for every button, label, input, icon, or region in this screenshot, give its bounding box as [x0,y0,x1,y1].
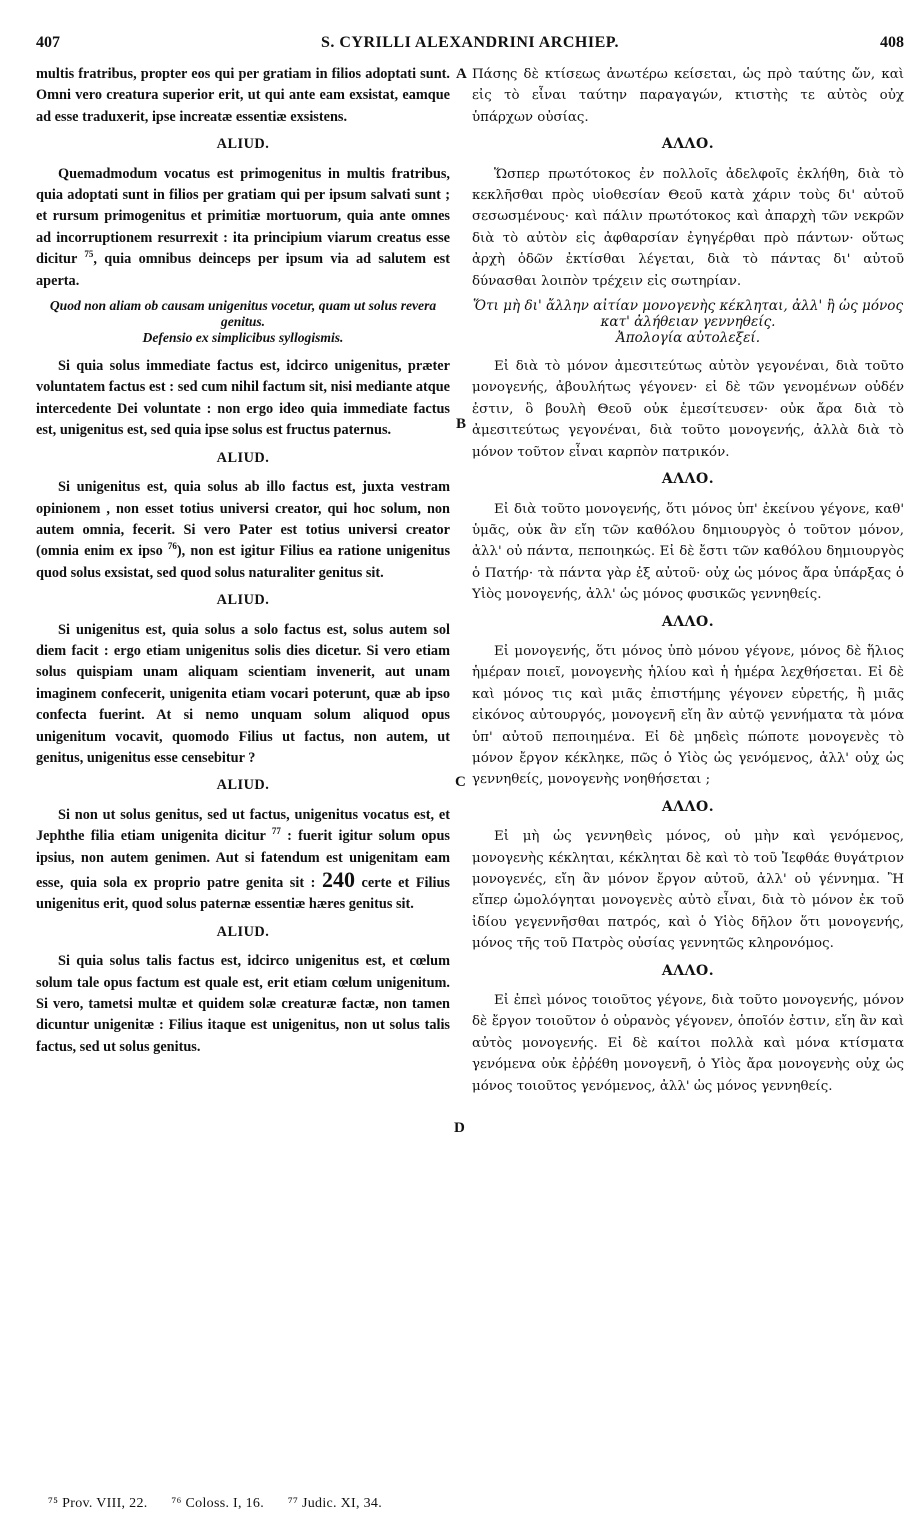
section-letter-d: D [454,1120,465,1136]
latin-paragraph: Si unigenitus est, quia solus ab illo factus est, juxta vestram opinionem , non esset totius universi creator, qui hoc solum, non autem omnia, fecerit. Si vero Pater est totius universi creator (omnia enim ex ipso $^{76}$), non est igitur Filius ea ratione unigenitus quod solus exsistat, sed quod solus naturaliter genitus sit. [36,479,451,581]
latin-paragraph: multis fratribus, propter eos qui per gratiam in filios adoptati sunt. Omni vero creatura superior erit, ut qui ante eam exsistat, eamque ad esse traduxerit, ipse increatæ essentiæ exsistens. [36,66,450,125]
latin-paragraph: Si non ut solus genitus, sed ut factus, unigenitus vocatus est, et Jephthe filia etiam unigenita dicitur $^{77}$ : fuerit igitur solum opus ipsius, non autem genimen. Aut si fatendum est unigenitam eam esse, quia sola ex proprio patre genita sit : 240 certe et Filius unigenitus erit, quod solus paternæ essentiæ hæres genitus sit. [36,806,450,913]
footnote: ⁷⁶ Coloss. I, 16. [171,1496,265,1511]
greek-heading: ΑΛΛΟ. [661,798,715,815]
greek-paragraph: Εἰ διὰ τοῦτο μονογενής, ὅτι μόνος ὑπ' ἐκείνου γέγονε, καθ' ὑμᾶς, οὐκ ἂν εἴη τῶν καθόλου δημιουργὸς ὁ τοῦτον μόνον, ἀλλ' οὐ πάντα, πεποιηκώς. Εἰ δὲ ἔστι τῶν καθόλου δημιουργὸς ὁ Πατήρ· τὰ πάντα γὰρ ἐξ αὐτοῦ· οὐχ ὡς μόνος ἄρα ὑπάρξας ὁ Υἱὸς μονογενής, ἀλλ' ὡς μόνος φυσικῶς γεννηθείς. [472,501,904,603]
page-number-right: 408 [880,34,904,51]
latin-heading: ALIUD. [216,592,270,609]
footnote-ref: 77 [271,826,281,837]
section-letter-c: C [455,774,466,790]
greek-paragraph: Εἰ μὴ ὡς γεννηθεὶς μόνος, οὐ μὴν καὶ γενόμενος, μονογενὴς κέκληται, κέκληται δὲ καὶ τὸ τοῦ Ἰεφθάε θυγάτριον μονογενές, εἴη ἂν μόνον ἔργον αὐτοῦ, ἀλλ' οὐ γέννημα. Ἢ εἴπερ ὡμολόγηται μονογενὲς αὐτὸ εἶναι, διὰ τὸ μόνον ἐκ τοῦ ἰδίου γεγεννῆσθαι πατρός, καὶ ὁ Υἱὸς δῆλον ὅτι μονογενής, μόνος τῆς τοῦ Πατρὸς οὐσίας γεννητῶς κληρονόμος. [472,829,904,952]
greek-heading: ΑΛΛΟ. [661,613,715,630]
footnote-ref: 75 [84,249,94,260]
latin-heading: ALIUD. [216,777,270,794]
latin-heading: ALIUD. [216,136,270,153]
section-letter-a: A [456,66,467,82]
footnote: ⁷⁷ Judic. XI, 34. [287,1496,383,1511]
greek-heading: ΑΛΛΟ. [661,962,715,979]
latin-paragraph: Quemadmodum vocatus est primogenitus in multis fratribus, quia adoptati sunt in filios per gratiam qui per ipsum salvati sunt ; et rursum primogenitus et primitiæ mortuorum, quia ante omnes ad incorruptionem resurrexit : ita principium viarum creatus esse dicitur $^{75}$, quia omnibus deinceps per ipsum via ad salutem est aperta. [36,165,451,289]
latin-paragraph: Si quia solus immediate factus est, idcirco unigenitus, præter voluntatem factus est : sed cum nihil factum sit, nisi mediante atque intercedente Dei voluntate : non ergo ideo quia immediate factus est, unigenitus est, sed quia ipse solus est fructus paternus. [36,358,450,439]
greek-paragraph: Ὥσπερ πρωτότοκος ἐν πολλοῖς ἀδελφοῖς ἐκλήθη, διὰ τὸ κεκλῆσθαι πρὸς υἱοθεσίαν Θεοῦ κατὰ χάριν τοὺς δι' αὐτοῦ σεσωσμένους· καὶ πάλιν πρωτότοκος καὶ ἀπαρχὴ τῶν νεκρῶν διὰ τὸ αὐτὸν εἰς ἀφθαρσίαν ἐγηγέρθαι πρὸ πάντων· οὕτως ἀρχὴ ὁδῶν ἐκτίσθαι λέγεται, διὰ τὸ πάντας δι' αὐτοῦ δύνασθαι λοιπὸν τρέχειν εἰς σωτηρίαν. [472,166,904,289]
footnotes [48,1496,402,1512]
latin-paragraph: Si unigenitus est, quia solus a solo factus est, solus autem sol diem facit : ergo etiam unigenitus solis dies dicetur. Si vero etiam solus quispiam unam aliquam scientiam invenerit, aut unam imaginem confecerit, unigenita etiam vocari poterunt, quæ ab ipso confecta fuerint. At si nemo unquam solum aliquod opus unigenitum vocavit, quomodo Filius ut factus, non autem, ut genitus, unigenitus esse censebitur ? [36,621,450,766]
greek-caption: Ὅτι μὴ δι' ἄλλην αἰτίαν μονογενὴς κέκληται, ἀλλ' ἢ ὡς μόνος κατ' ἀλήθειαν γεννηθείς. Ἀπολογία αὐτολεξεί. [472,298,904,347]
page-number-left: 407 [36,34,60,51]
latin-caption: Quod non aliam ob causam unigenitus vocetur, quam ut solus revera genitus. Defensio ex simplicibus syllogismis. [49,298,437,346]
section-letter-b: B [456,416,467,432]
greek-paragraph: Πάσης δὲ κτίσεως ἀνωτέρω κείσεται, ὡς πρὸ ταύτης ὤν, καὶ εἰς τὸ εἶναι ταύτην παραγαγών, κτιστὴς τε αὐτὸς οὐχ ὑπάρχων οὐσίας. [472,67,904,125]
greek-paragraph: Εἰ ἐπεὶ μόνος τοιοῦτος γέγονε, διὰ τοῦτο μονογενής, μόνον δὲ ἔργον τοιοῦτον ὁ οὐρανὸς γέγονεν, ὁποῖόν ἐστιν, εἴη ἂν καὶ αὐτὸς μονογενής. Εἰ δὲ καίτοι πολλὰ καὶ μόνα κτίσματα γενόμενα οὐκ ἐῤῥέθη μονογενῆ, ὁ Υἱὸς ἄρα μονογενὴς οὐχ ὡς μόνος τοιοῦτος γενόμενος, ἀλλ' ὡς μόνος γεννηθείς. [472,993,904,1094]
latin-paragraph: Si quia solus talis factus est, idcirco unigenitus est, et cœlum solum tale opus factum est quale est, erit etiam cœlum unigenitum. Si vero, tametsi multæ et quidem solæ creaturæ factæ, non tamen dicuntur unigenitæ : Filius itaque est unigenitus, non ut solus talis factus, sed ut solus genitus. [36,953,450,1055]
latin-heading: ALIUD. [216,923,270,940]
greek-paragraph: Εἰ μονογενής, ὅτι μόνος ὑπὸ μόνου γέγονε, μόνος δὲ ἥλιος ἡμέραν ποιεῖ, μονογενὴς ἡλίου καὶ ἡ ἡμέρα λεχθήσεται. Εἰ δὲ καὶ μόνος τις καὶ μιᾶς ἐπιστήμης γέγονεν εὑρετής, ἢ μιᾶς εἰκόνος αὐτουργός, μονογενῆ εἴη ἂν αὐτῷ γεννήματα τὰ μόνα ὑπ' αὐτοῦ πεποιημένα. Εἰ δὲ μηδεὶς πώποτε μονογενὲς τὸ μόνον ἔργον κέκληκε, πῶς ὁ Υἱὸς ὡς γενόμενος, ἀλλ' οὐχ ὡς γεννηθείς, μονογενὴς νοηθήσεται ; [472,643,904,788]
latin-column [36,64,450,1058]
greek-heading: ΑΛΛΟ. [661,471,715,488]
footnote-ref: 76 [167,541,177,552]
greek-column [472,64,904,1097]
footnote: ⁷⁵ Prov. VIII, 22. [48,1496,148,1511]
greek-paragraph: Εἰ διὰ τὸ μόνον ἀμεσιτεύτως αὐτὸν γεγονέναι, διὰ τοῦτο μονογενής, ἀβουλήτως γέγονεν· εἰ δὲ τῶν γενομένων οὐδέν ἐστιν, ὃ βουλὴ Θεοῦ οὐκ ἐμεσίτευσεν· οὐκ ἄρα διὰ τὸ ἀμεσιτεύτως γεγονέναι, διὰ τοῦτο μονογενής, ἀλλὰ διὰ τὸ μόνον τοῦτον εἶναι καρπὸν πατρικόν. [472,359,904,460]
greek-heading: ΑΛΛΟ. [661,136,715,153]
column-number: 240 [321,867,355,892]
latin-heading: ALIUD. [216,449,270,466]
running-title: S. CYRILLI ALEXANDRINI ARCHIEP. [320,34,620,51]
running-header [36,34,904,56]
